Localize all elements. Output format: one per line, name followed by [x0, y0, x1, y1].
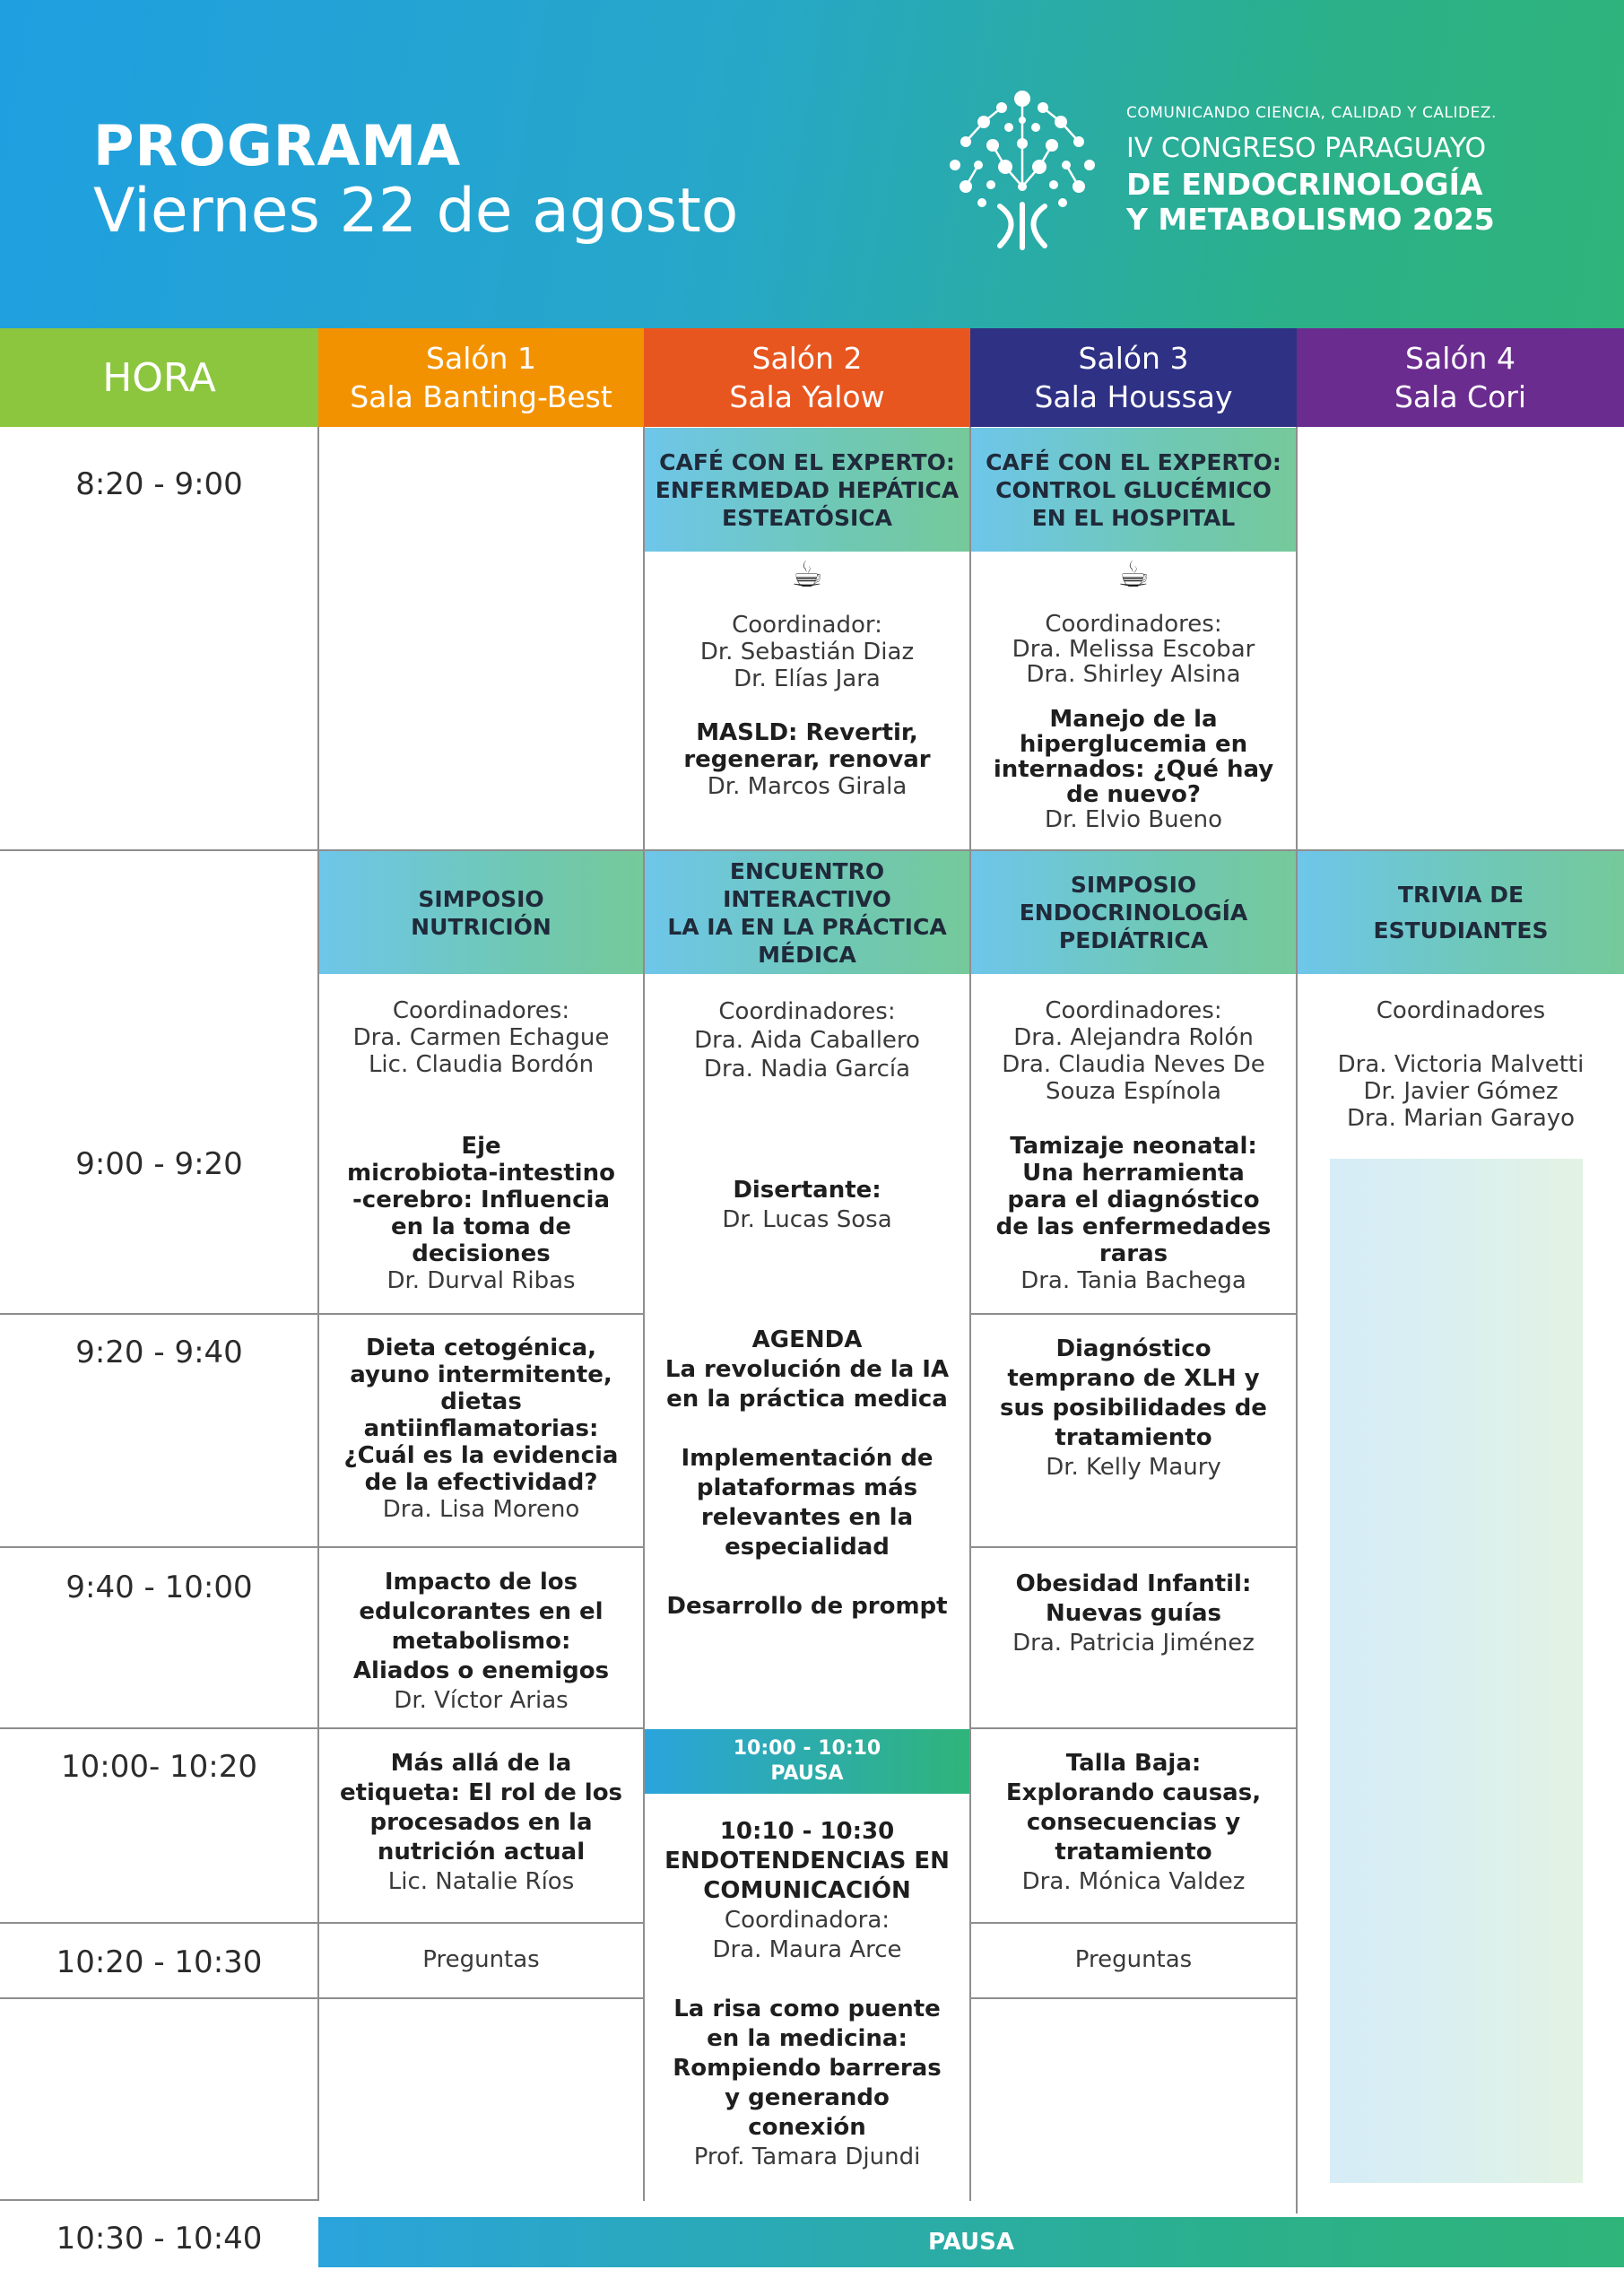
session-title: ENDOCRINOLOGÍA: [1019, 900, 1248, 926]
grid-line: [0, 1997, 644, 1999]
speaker-name: Dr. Kelly Maury: [1046, 1454, 1221, 1481]
talk-title: Talla Baja:: [1065, 1750, 1202, 1777]
s1-talk-4: [319, 1749, 643, 1897]
cafe-s2-details: [645, 612, 969, 800]
talk-title: consecuencias y: [1026, 1809, 1241, 1836]
talk-title: en la medicina:: [707, 2025, 908, 2052]
column-header-hora-label: HORA: [102, 354, 216, 401]
talk-title: edulcorantes en el: [359, 1598, 604, 1625]
coordinator-label: Coordinadores:: [392, 997, 570, 1024]
coordinator-name: Dr. Elías Jara: [734, 665, 881, 692]
salon-1-number: Salón 1: [426, 341, 536, 376]
congress-name-line1: IV CONGRESO PARAGUAYO: [1126, 133, 1487, 164]
talk-title: -cerebro: Influencia: [352, 1187, 610, 1213]
congress-logo-icon: [946, 88, 1099, 251]
cafe-experto-s2-band: [645, 428, 969, 552]
coordinator-label: Coordinadores:: [718, 998, 896, 1025]
pausa-short-block: [645, 1729, 969, 1794]
coordinator-name: Dra. Nadia García: [703, 1056, 911, 1083]
session-title: EN EL HOSPITAL: [1031, 504, 1236, 531]
coordinator-name: Lic. Claudia Bordón: [368, 1051, 595, 1078]
agenda-item: especialidad: [725, 1534, 890, 1561]
s2-coordinators: [645, 997, 969, 1083]
talk-title: Diagnóstico: [1055, 1335, 1211, 1362]
session-title: ESTUDIANTES: [1373, 917, 1549, 944]
session-title: NUTRICIÓN: [411, 913, 551, 940]
grid-line: [0, 1922, 644, 1924]
talk-title: procesados en la: [369, 1809, 593, 1836]
s3-talk-4: [971, 1749, 1296, 1897]
session-title: CAFÉ CON EL EXPERTO:: [659, 448, 955, 475]
talk-title: tratamiento: [1055, 1424, 1212, 1451]
talk-title: ¿Cuál es la evidencia: [343, 1442, 619, 1469]
coordinator-name: Dra. Carmen Echague: [352, 1024, 610, 1051]
time-slot: 9:20 - 9:40: [75, 1335, 243, 1370]
talk-title: etiqueta: El rol de los: [339, 1779, 623, 1806]
trivia-block: [1330, 1159, 1583, 2183]
coffee-cup-icon: ☕: [1117, 554, 1150, 596]
talk-title: raras: [1099, 1240, 1168, 1267]
time-slot: 10:00- 10:20: [60, 1749, 258, 1785]
session-title: INTERACTIVO: [723, 885, 891, 912]
column-header-salon-2: [644, 328, 970, 427]
session-title: ESTEATÓSICA: [722, 504, 892, 531]
talk-title: Aliados o enemigos: [352, 1657, 610, 1684]
grid-line: [0, 1313, 644, 1315]
session-title: CONTROL GLUCÉMICO: [995, 476, 1272, 503]
speaker-name: Dra. Lisa Moreno: [382, 1496, 580, 1523]
trivia-estudiantes-band: [1298, 851, 1624, 974]
coordinator-name: Dra. Aida Caballero: [694, 1027, 920, 1054]
speaker-name: Dr. Durval Ribas: [386, 1267, 576, 1294]
time-slot: 10:30 - 10:40: [56, 2221, 263, 2257]
grid-line: [0, 1546, 644, 1548]
salon-2-number: Salón 2: [751, 341, 863, 376]
salon-3-number: Salón 3: [1078, 341, 1189, 376]
speaker-name: Lic. Natalie Ríos: [387, 1868, 575, 1895]
s1-talk-2: [319, 1335, 643, 1523]
session-title: TRIVIA DE: [1397, 881, 1524, 908]
coordinator-name: Dra. Alejandra Rolón: [1013, 1024, 1254, 1051]
coordinator-name: Dr. Sebastián Diaz: [699, 639, 915, 665]
disertante-label: Disertante:: [733, 1177, 881, 1204]
simposio-nutricion-band: [319, 851, 643, 974]
coordinator-label: Coordinador:: [732, 612, 882, 639]
s2-endotendencias: [645, 1817, 969, 2172]
talk-title: Dieta cetogénica,: [366, 1335, 596, 1361]
session-title: ENFERMEDAD HEPÁTICA: [655, 476, 960, 503]
coffee-cup-icon: ☕: [791, 554, 823, 596]
time-slot: 10:20 - 10:30: [56, 1944, 263, 1980]
talk-title: Manejo de la: [1049, 706, 1218, 733]
coordinator-label: Coordinadores:: [1045, 997, 1222, 1024]
session-title: COMUNICACIÓN: [703, 1877, 911, 1904]
coordinator-name: Dra. Victoria Malvetti: [1337, 1051, 1585, 1078]
talk-title: Nuevas guías: [1046, 1600, 1221, 1627]
talk-title: Obesidad Infantil:: [1015, 1570, 1252, 1597]
talk-title: microbiota-intestino: [347, 1160, 615, 1187]
talk-title: de nuevo?: [1066, 781, 1201, 808]
speaker-name: Dra. Patricia Jiménez: [1012, 1630, 1255, 1657]
talk-title: tratamiento: [1055, 1839, 1212, 1866]
talk-title: y generando: [725, 2084, 890, 2111]
speaker-name: Dr. Lucas Sosa: [722, 1206, 892, 1233]
talk-title: decisiones: [412, 1240, 551, 1267]
pausa-banner: PAUSA: [318, 2217, 1624, 2267]
talk-title: ayuno intermitente,: [350, 1361, 612, 1388]
s1-talk-3: [319, 1568, 643, 1716]
talk-title: internados: ¿Qué hay: [993, 756, 1274, 783]
salon-4-room: Sala Cori: [1394, 379, 1527, 414]
session-title: MÉDICA: [758, 941, 856, 968]
s1-questions: Preguntas: [422, 1946, 540, 1973]
s3-talk-1: [971, 1133, 1296, 1294]
column-header-hora: [0, 328, 318, 427]
coordinator-label: Coordinadores: [1376, 997, 1546, 1024]
agenda-item: en la práctica medica: [666, 1386, 948, 1413]
s1-coordinators: [319, 997, 643, 1078]
session-title: SIMPOSIO: [1070, 872, 1197, 898]
s4-coordinators: [1298, 997, 1624, 1132]
talk-title: Más allá de la: [390, 1750, 572, 1777]
coordinator-name: Dr. Javier Gómez: [1363, 1078, 1559, 1105]
talk-title: de la efectividad?: [364, 1469, 598, 1496]
agenda-heading: AGENDA: [751, 1326, 863, 1353]
encuentro-ia-band: [645, 851, 969, 974]
session-title: LA IA EN LA PRÁCTICA: [667, 913, 947, 940]
speaker-name: Dr. Víctor Arias: [394, 1687, 569, 1714]
talk-title: conexión: [748, 2114, 866, 2141]
cafe-experto-s3-band: [971, 428, 1296, 552]
coordinator-label: Coordinadores:: [1045, 611, 1222, 638]
time-slot: 9:00 - 9:20: [75, 1146, 243, 1182]
grid-line: [0, 2199, 318, 2201]
grid-line: [1296, 427, 1298, 2213]
agenda-item: Desarrollo de prompt: [666, 1593, 948, 1620]
session-title: ENCUENTRO: [729, 857, 885, 884]
speaker-name: Dra. Mónica Valdez: [1021, 1868, 1246, 1895]
coordinator-name: Dra. Claudia Neves De: [1002, 1051, 1265, 1078]
coordinator-name: Dra. Marian Garayo: [1346, 1105, 1576, 1132]
talk-title: Impacto de los: [384, 1569, 578, 1596]
session-title: PEDIÁTRICA: [1058, 927, 1209, 953]
talk-title: sus posibilidades de: [1000, 1395, 1267, 1422]
talk-title: antiinflamatorias:: [363, 1415, 599, 1442]
speaker-name: Dr. Marcos Girala: [707, 773, 908, 800]
agenda-item: plataformas más: [696, 1474, 918, 1501]
talk-title: en la toma de: [391, 1213, 571, 1240]
talk-title: Eje: [461, 1133, 501, 1160]
talk-title: Rompiendo barreras: [673, 2055, 942, 2082]
talk-title: Explorando causas,: [1005, 1779, 1262, 1806]
column-header-salon-1: [318, 328, 644, 427]
speaker-name: Prof. Tamara Djundi: [693, 2144, 921, 2170]
s3-talk-2: [971, 1335, 1296, 1483]
s2-agenda: [645, 1326, 969, 1622]
cafe-s3-details: [971, 612, 1296, 832]
grid-line: [970, 1727, 1297, 1729]
grid-line: [970, 1997, 1297, 1999]
column-header-salon-4: [1297, 328, 1624, 427]
talk-title: dietas: [440, 1388, 522, 1415]
column-header-salon-3: [970, 328, 1297, 427]
talk-title: metabolismo:: [391, 1628, 571, 1655]
salon-4-number: Salón 4: [1405, 341, 1515, 376]
talk-title: Tamizaje neonatal:: [1010, 1133, 1257, 1160]
time-slot: 9:40 - 10:00: [65, 1570, 253, 1605]
talk-title: de las enfermedades: [995, 1213, 1272, 1240]
coordinator-name: Dra. Shirley Alsina: [1026, 661, 1241, 688]
simposio-pediatrica-band: [971, 851, 1296, 974]
congress-name-line3: Y METABOLISMO 2025: [1126, 202, 1495, 237]
s3-coordinators: [971, 997, 1296, 1105]
coordinator-name: Souza Espínola: [1046, 1078, 1221, 1105]
session-title: CAFÉ CON EL EXPERTO:: [986, 448, 1281, 475]
coordinator-label: Coordinadora:: [724, 1907, 890, 1934]
grid-line: [0, 1727, 644, 1729]
talk-title: nutrición actual: [377, 1839, 586, 1866]
session-title: ENDOTENDENCIAS EN: [664, 1848, 950, 1874]
talk-title: regenerar, renovar: [683, 746, 931, 773]
talk-title: temprano de XLH y: [1007, 1365, 1260, 1392]
talk-title: La risa como puente: [673, 1996, 941, 2022]
talk-title: MASLD: Revertir,: [696, 719, 918, 746]
talk-title: para el diagnóstico: [1007, 1187, 1260, 1213]
s3-questions: Preguntas: [1074, 1946, 1193, 1973]
agenda-item: relevantes en la: [700, 1504, 914, 1531]
pausa-time: 10:00 - 10:10: [733, 1737, 881, 1760]
agenda-item: Implementación de: [681, 1445, 934, 1472]
time-slot: 8:20 - 9:00: [75, 466, 243, 502]
coordinator-name: Dra. Melissa Escobar: [1012, 636, 1255, 663]
congress-name-line2: DE ENDOCRINOLOGÍA: [1126, 167, 1483, 202]
agenda-item: La revolución de la IA: [664, 1356, 950, 1383]
pausa-label: PAUSA: [770, 1762, 844, 1785]
coordinator-name: Dra. Maura Arce: [712, 1936, 902, 1963]
grid-line: [970, 1546, 1297, 1548]
session-time: 10:10 - 10:30: [719, 1818, 895, 1845]
program-title: PROGRAMA: [93, 113, 462, 178]
program-date: Viernes 22 de agosto: [93, 176, 739, 247]
talk-title: hiperglucemia en: [1019, 731, 1248, 758]
talk-title: Una herramienta: [1022, 1160, 1245, 1187]
grid-line: [970, 1313, 1297, 1315]
session-title: SIMPOSIO: [418, 885, 544, 912]
s3-talk-3: [971, 1570, 1296, 1658]
s1-talk-1: [319, 1133, 643, 1294]
salon-1-room: Sala Banting-Best: [350, 379, 612, 414]
congress-tagline: COMUNICANDO CIENCIA, CALIDAD Y CALIDEZ.: [1126, 104, 1497, 122]
grid-line: [970, 1922, 1297, 1924]
speaker-name: Dra. Tania Bachega: [1020, 1267, 1246, 1294]
speaker-name: Dr. Elvio Bueno: [1045, 806, 1222, 833]
salon-2-room: Sala Yalow: [729, 379, 885, 414]
salon-3-room: Sala Houssay: [1034, 379, 1233, 414]
s2-disertante: [645, 1176, 969, 1235]
